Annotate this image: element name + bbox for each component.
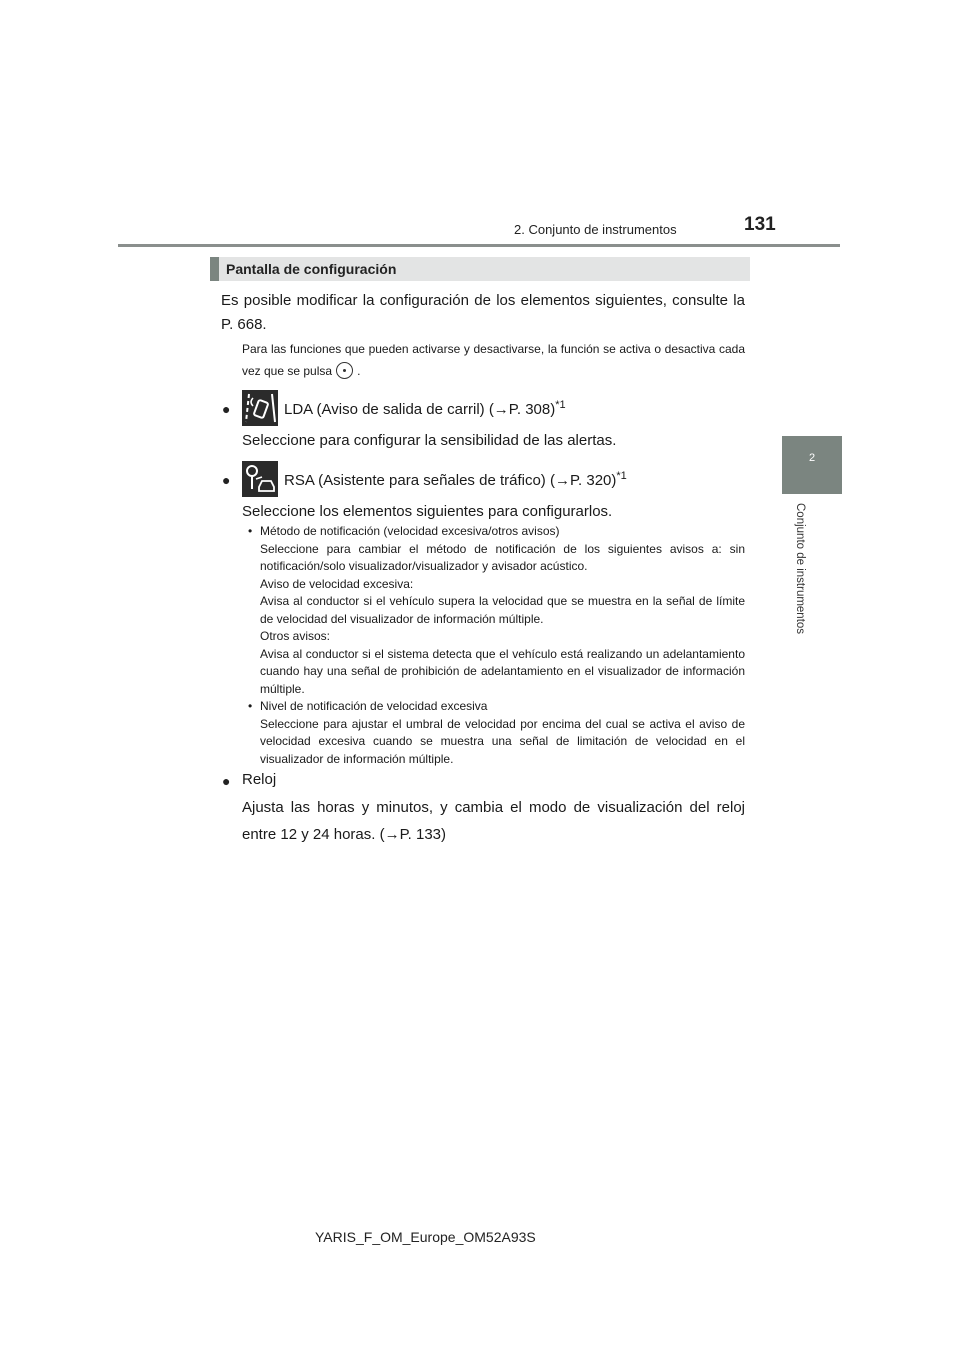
- header-divider: [118, 244, 840, 247]
- item-desc-rsa: Seleccione los elementos siguientes para configurarlos.: [242, 503, 613, 520]
- note-text-end: .: [357, 364, 361, 378]
- chapter-tab-number: 2: [808, 452, 816, 464]
- bullet-icon: ●: [222, 472, 231, 488]
- bullet-icon: ●: [222, 773, 231, 789]
- item-title-clock: Reloj: [242, 771, 277, 788]
- item-desc-lda: Seleccione para configurar la sensibilidad de las alertas.: [242, 432, 617, 449]
- footnote-mark: *1: [555, 399, 566, 411]
- item-title-rsa: RSA (Asistente para señales de tráfico) (→P. 320)$^{*1}$: [284, 470, 627, 489]
- note-text: Para las funciones que pueden activarse y desactivarse, la función se activa o desactiva cada vez que se pulsa: [242, 342, 745, 378]
- footnote-mark: *1: [616, 470, 627, 482]
- running-header-section: 2. Conjunto de instrumentos: [514, 222, 677, 237]
- sub-item-line: Avisa al conductor si el vehículo supera la velocidad que se muestra en la señal de límite de velocidad del visualizador de información múltiple.: [260, 594, 745, 626]
- sub-item-head: • Nivel de notificación de velocidad excesiva: [248, 698, 745, 716]
- road-sign-assist-icon: [242, 461, 278, 497]
- sub-item-line: Seleccione para cambiar el método de notificación de los siguientes avisos a: sin notificación/solo visualizador/visualizador y avisador acústico.: [260, 541, 745, 573]
- note-paragraph: [242, 338, 745, 382]
- sub-item-notification-method: [248, 523, 745, 698]
- sub-item-line: Avisa al conductor si el sistema detecta que el vehículo está realizando un adelantamiento cuando hay una señal de prohibición de adelantamiento en el visualizador de información múltiple.: [260, 646, 745, 696]
- sub-item-head: • Método de notificación (velocidad excesiva/otros avisos): [248, 523, 745, 541]
- section-title: Pantalla de configuración: [226, 261, 397, 277]
- sub-item-line: Aviso de velocidad excesiva:: [260, 576, 414, 591]
- sub-item-line: Seleccione para ajustar el umbral de velocidad por encima del cual se activa el aviso de velocidad excesiva cuando se muestra una señal de limitación de velocidad en el visualizador de información múltiple.: [260, 716, 745, 766]
- item-title-lda: LDA (Aviso de salida de carril) (→P. 308)$^{*1}$: [284, 399, 566, 418]
- lane-departure-icon: [242, 390, 278, 426]
- chapter-tab: [782, 436, 842, 494]
- intro-paragraph: Es posible modificar la configuración de los elementos siguientes, consulte la P. 668.: [221, 292, 745, 333]
- item-desc-clock: Ajusta las horas y minutos, y cambia el modo de visualización del reloj entre 12 y 24 horas. (→P. 133): [242, 799, 745, 843]
- chapter-tab-label: Conjunto de instrumentos: [794, 503, 806, 635]
- steering-switch-icon: [336, 362, 353, 379]
- document-code: YARIS_F_OM_Europe_OM52A93S: [315, 1229, 536, 1245]
- sub-item-line: Otros avisos:: [260, 629, 331, 643]
- page-number: 131: [744, 214, 776, 235]
- sub-item-speed-level: [248, 698, 745, 768]
- bullet-icon: ●: [222, 401, 231, 417]
